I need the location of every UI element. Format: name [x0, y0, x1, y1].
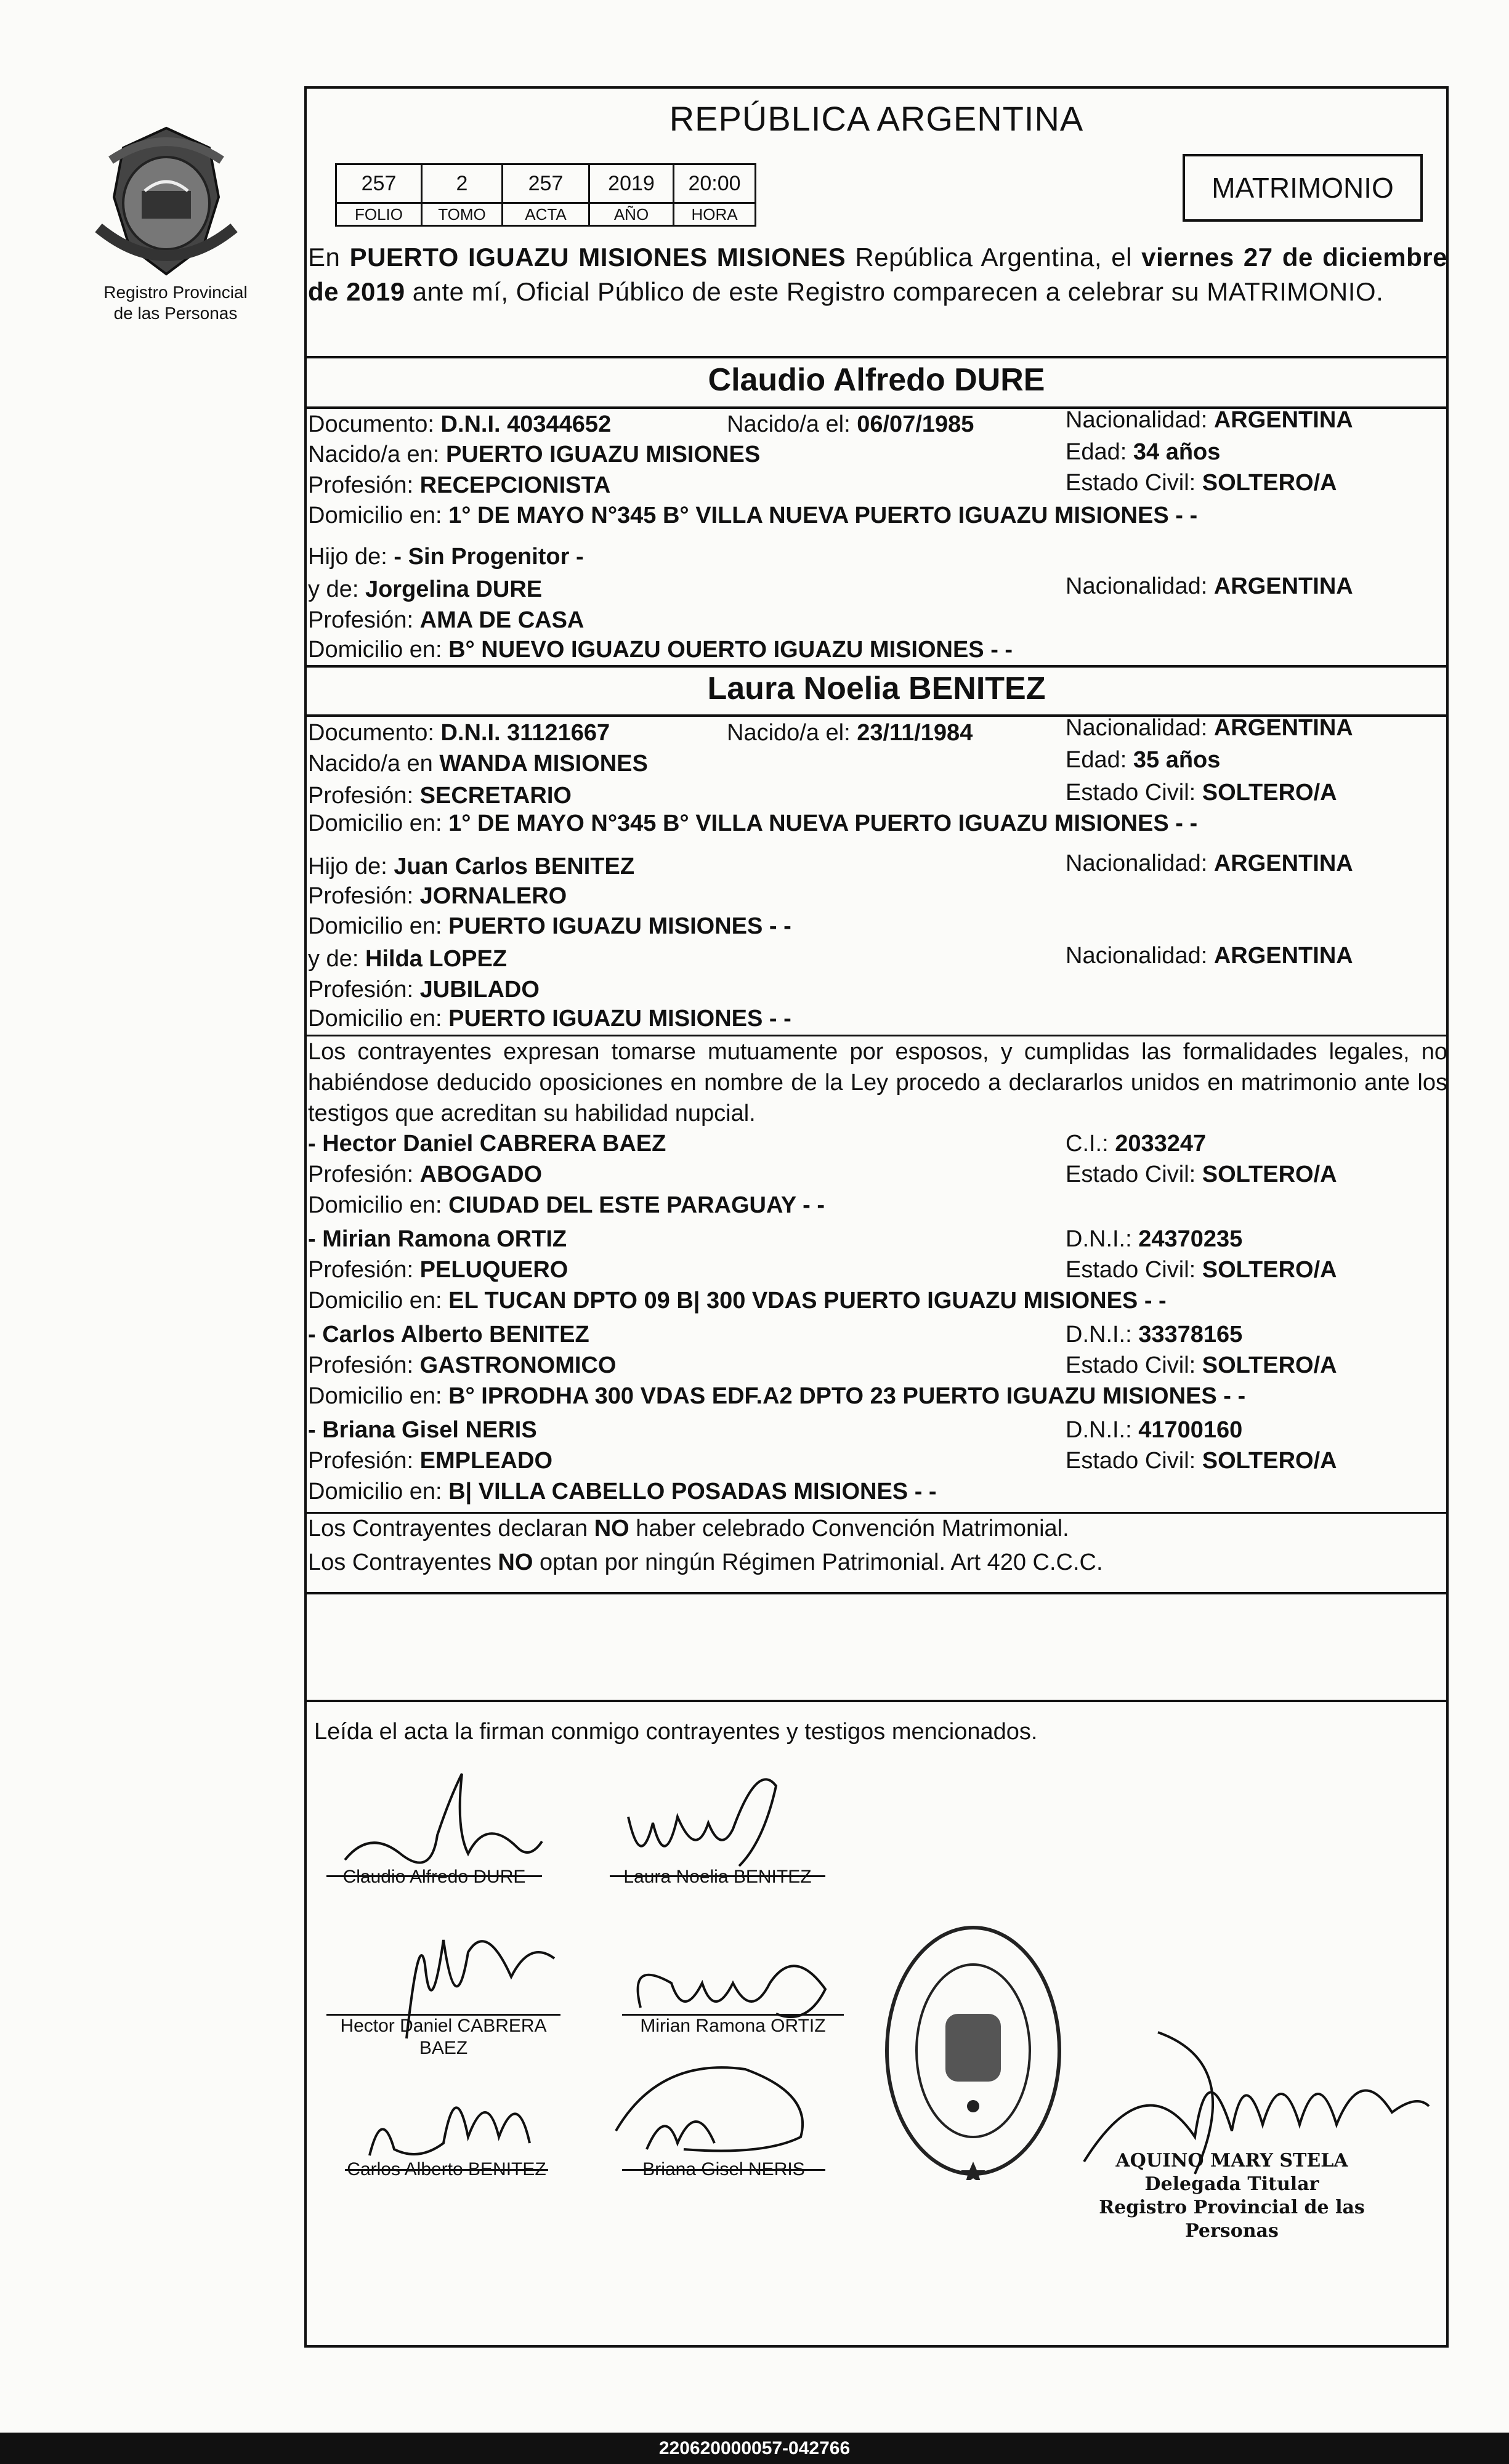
official-seal-stamp: [881, 1921, 1066, 2180]
witness-civil-status: Estado Civil: SOLTERO/A: [1066, 1352, 1337, 1378]
signature-name-claudio: Claudio Alfredo DURE: [342, 1867, 526, 1887]
year-label: AÑO: [589, 203, 674, 226]
signature-name-hector-line2: BAEZ: [419, 2038, 468, 2058]
witness-civil-status: Estado Civil: SOLTERO/A: [1066, 1257, 1337, 1283]
spouse2-address: Domicilio en: 1° DE MAYO N°345 B° VILLA NUEVA PUERTO IGUAZU MISIONES - -: [308, 810, 1198, 836]
official-stamp-text: [1072, 2149, 1392, 2243]
witness-profession: Profesión: GASTRONOMICO: [308, 1352, 617, 1378]
witness-address: Domicilio en: B° IPRODHA 300 VDAS EDF.A2 DPTO 23 PUERTO IGUAZU MISIONES - -: [308, 1383, 1246, 1409]
witness-name: - Carlos Alberto BENITEZ: [308, 1322, 589, 1347]
spouse1-birthdate: Nacido/a el: 06/07/1985: [727, 411, 974, 437]
official-role: Delegada Titular: [1144, 2173, 1319, 2195]
spouse1-birthplace: Nacido/a en: PUERTO IGUAZU MISIONES: [308, 442, 761, 467]
official-name: AQUINO MARY STELA: [1115, 2150, 1348, 2171]
convention-statement: Los Contrayentes declaran NO haber celebrado Convención Matrimonial.: [308, 1516, 1069, 1541]
intro-text: ante mí, Oficial Público de este Registro comparecen a celebrar su MATRIMONIO.: [405, 277, 1384, 306]
spouse2-parent2-profession: Profesión: JUBILADO: [308, 977, 540, 1003]
spouse1-parent2-address: Domicilio en: B° NUEVO IGUAZU OUERTO IGUAZU MISIONES - -: [308, 637, 1013, 663]
divider: [304, 1512, 1449, 1514]
spouse2-parent2-address: Domicilio en: PUERTO IGUAZU MISIONES - -: [308, 1006, 791, 1032]
folio-label: FOLIO: [336, 203, 422, 226]
signature-name-mirian: Mirian Ramona ORTIZ: [640, 2016, 826, 2036]
signature-name-briana: Briana Gisel NERIS: [642, 2159, 805, 2179]
acta-label: ACTA: [503, 203, 589, 226]
intro-date: viernes 27 de diciembre de 2019: [308, 243, 1447, 306]
witness-id: D.N.I.: 24370235: [1066, 1226, 1243, 1252]
province-coat-of-arms: [86, 123, 246, 283]
witness-profession: Profesión: ABOGADO: [308, 1161, 543, 1187]
witness-profession: Profesión: EMPLEADO: [308, 1448, 553, 1474]
folio-value: 257: [336, 164, 422, 203]
intro-text: República Argentina, el: [846, 243, 1142, 272]
spouse2-age: Edad: 35 años: [1066, 747, 1221, 773]
logo-caption-line2: de las Personas: [113, 304, 238, 323]
spouse1-civil-status: Estado Civil: SOLTERO/A: [1066, 470, 1337, 496]
document-title: REPÚBLICA ARGENTINA: [669, 99, 1084, 138]
spouse1-name: Claudio Alfredo DURE: [708, 362, 1045, 398]
witness-name: - Briana Gisel NERIS: [308, 1417, 537, 1443]
spouse1-nationality: Nacionalidad: ARGENTINA: [1066, 407, 1353, 433]
spouse2-civil-status: Estado Civil: SOLTERO/A: [1066, 780, 1337, 806]
witness-id: D.N.I.: 33378165: [1066, 1322, 1243, 1347]
witness-address: Domicilio en: B| VILLA CABELLO POSADAS MISIONES - -: [308, 1479, 937, 1505]
spouse2-parent1: Hijo de: Juan Carlos BENITEZ: [308, 854, 635, 879]
tomo-value: 2: [422, 164, 503, 203]
acta-value: 257: [503, 164, 589, 203]
registry-table: [335, 163, 756, 227]
spouse2-document: Documento: D.N.I. 31121667: [308, 720, 610, 746]
signature-name-laura: Laura Noelia BENITEZ: [623, 1867, 812, 1887]
signature-scrawl-laura: [616, 1749, 825, 1878]
divider: [304, 1700, 1449, 1702]
witness-address: Domicilio en: CIUDAD DEL ESTE PARAGUAY - -: [308, 1192, 825, 1218]
spouse1-address: Domicilio en: 1° DE MAYO N°345 B° VILLA NUEVA PUERTO IGUAZU MISIONES - -: [308, 503, 1198, 528]
spouse1-profession: Profesión: RECEPCIONISTA: [308, 472, 611, 498]
divider: [304, 356, 1449, 358]
intro-place: PUERTO IGUAZU MISIONES MISIONES: [349, 243, 846, 272]
spouse2-parent1-profession: Profesión: JORNALERO: [308, 883, 567, 909]
spouse1-document: Documento: D.N.I. 40344652: [308, 411, 612, 437]
witness-name: - Mirian Ramona ORTIZ: [308, 1226, 567, 1252]
divider: [304, 665, 1449, 668]
spouse2-name: Laura Noelia BENITEZ: [707, 671, 1046, 706]
spouse1-parent2-profession: Profesión: AMA DE CASA: [308, 607, 585, 633]
declaration-paragraph: Los contrayentes expresan tomarse mutuamente por esposos, y cumplidas las formalidades legales, no habiéndose deducido oposiciones en nombre de la Ley procedo a declararlos unidos en matrimonio ante los testigos que acreditan su habilidad nupcial.: [308, 1039, 1447, 1126]
logo-caption: [74, 282, 277, 324]
witness-name: - Hector Daniel CABRERA BAEZ: [308, 1131, 666, 1157]
spouse2-birthplace: Nacido/a en WANDA MISIONES: [308, 751, 648, 777]
spouse2-nationality: Nacionalidad: ARGENTINA: [1066, 715, 1353, 741]
spouse2-profession: Profesión: SECRETARIO: [308, 783, 572, 809]
signature-scrawl-carlos: [345, 2051, 554, 2174]
act-type-box: MATRIMONIO: [1183, 154, 1423, 222]
witness-profession: Profesión: PELUQUERO: [308, 1257, 568, 1283]
spouse1-parent2: y de: Jorgelina DURE: [308, 576, 543, 602]
witness-id: D.N.I.: 41700160: [1066, 1417, 1243, 1443]
logo-caption-line1: Registro Provincial: [103, 283, 248, 302]
spouse2-parent1-address: Domicilio en: PUERTO IGUAZU MISIONES - -: [308, 913, 791, 939]
witness-address: Domicilio en: EL TUCAN DPTO 09 B| 300 VDAS PUERTO IGUAZU MISIONES - -: [308, 1288, 1167, 1314]
witness-civil-status: Estado Civil: SOLTERO/A: [1066, 1448, 1337, 1474]
hour-label: HORA: [674, 203, 756, 226]
intro-paragraph: [308, 240, 1447, 309]
spouse2-parent1-nationality: Nacionalidad: ARGENTINA: [1066, 850, 1353, 876]
spouse1-parent1: Hijo de: - Sin Progenitor -: [308, 544, 584, 570]
official-org: Registro Provincial de las Personas: [1099, 2197, 1365, 2242]
spouse2-parent2-nationality: Nacionalidad: ARGENTINA: [1066, 943, 1353, 969]
signature-scrawl-briana: [610, 2045, 831, 2162]
divider: [304, 1592, 1449, 1594]
signature-name-hector-line1: Hector Daniel CABRERA: [340, 2016, 547, 2036]
signature-name-carlos: Carlos Alberto BENITEZ: [347, 2159, 546, 2179]
witness-civil-status: Estado Civil: SOLTERO/A: [1066, 1161, 1337, 1187]
intro-text: En: [308, 243, 350, 272]
regime-statement: Los Contrayentes NO optan por ningún Régimen Patrimonial. Art 420 C.C.C.: [308, 1549, 1103, 1575]
spouse2-parent2: y de: Hilda LOPEZ: [308, 946, 508, 972]
hour-value: 20:00: [674, 164, 756, 203]
year-value: 2019: [589, 164, 674, 203]
spouse2-birthdate: Nacido/a el: 23/11/1984: [727, 720, 973, 746]
spouse1-parent2-nationality: Nacionalidad: ARGENTINA: [1066, 573, 1353, 599]
tomo-label: TOMO: [422, 203, 503, 226]
witness-id: C.I.: 2033247: [1066, 1131, 1207, 1157]
signatures-intro: Leída el acta la firman conmigo contrayentes y testigos mencionados.: [314, 1719, 1038, 1745]
document-code: 220620000057-042766: [0, 2433, 1509, 2464]
spouse1-age: Edad: 34 años: [1066, 439, 1221, 465]
